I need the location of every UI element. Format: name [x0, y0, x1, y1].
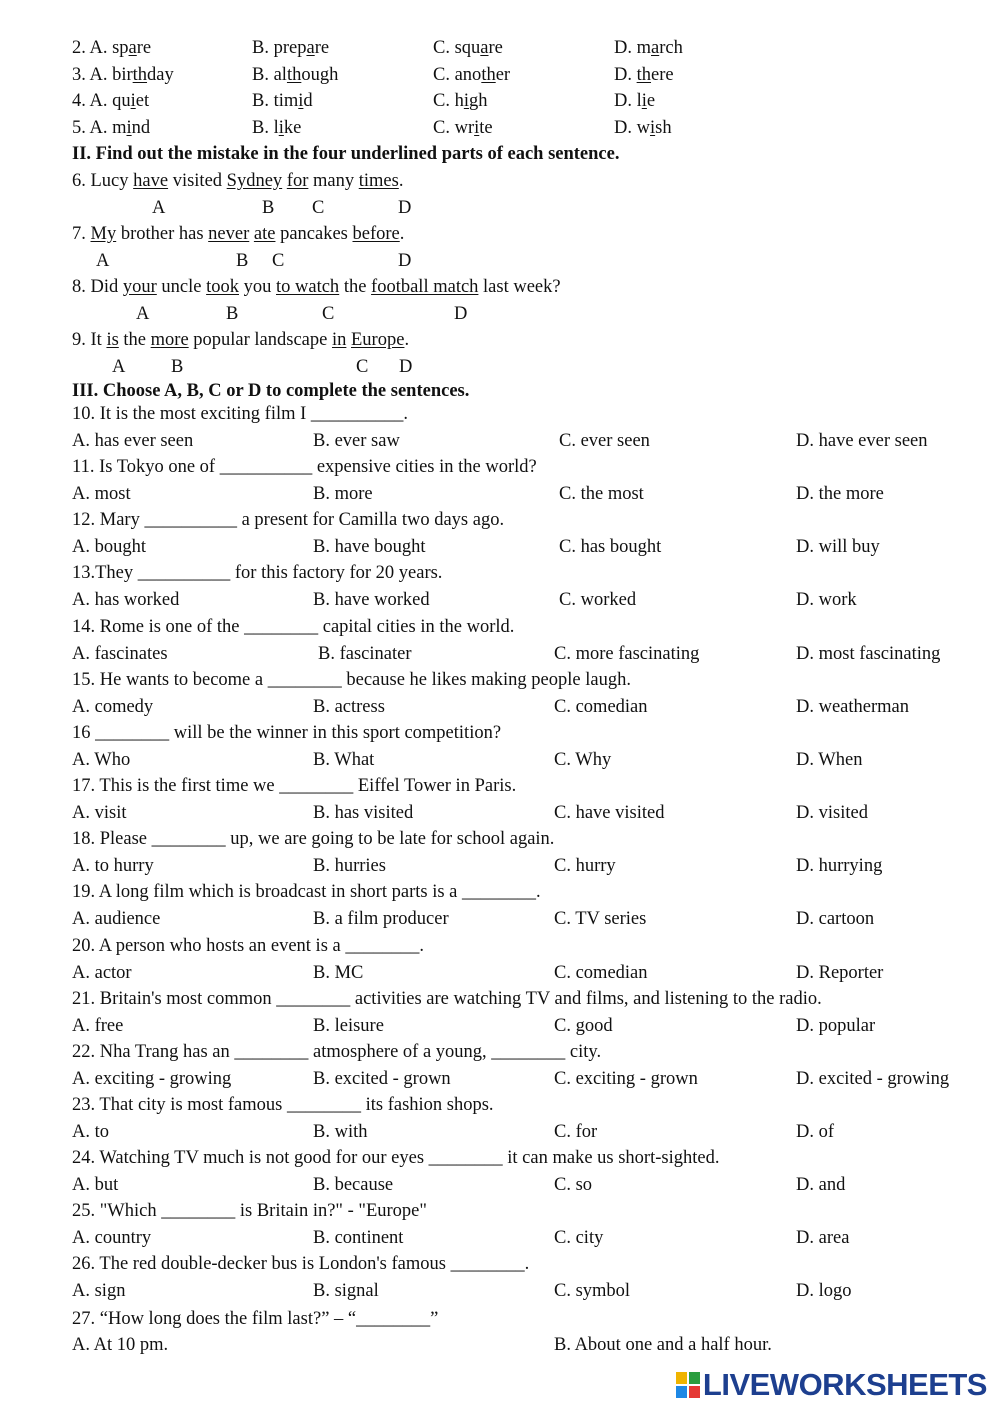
section-2-heading: II. Find out the mistake in the four underlined parts of each sentence. — [72, 144, 620, 164]
answer-option-b[interactable]: B. actress — [313, 697, 385, 717]
q27-option-b[interactable]: B. About one and a half hour. — [554, 1335, 772, 1355]
answer-option-c[interactable]: C. comedian — [554, 697, 648, 717]
answer-option-d[interactable]: D. visited — [796, 803, 868, 823]
answer-option-b[interactable]: B. ever saw — [313, 431, 400, 451]
answer-option-d[interactable]: D. When — [796, 750, 863, 770]
answer-option-d[interactable]: D. and — [796, 1175, 846, 1195]
q9-label-c: C — [356, 357, 369, 377]
answer-option-b[interactable]: B. more — [313, 484, 373, 504]
question-text: 12. Mary __________ a present for Camilla two days ago. — [72, 510, 505, 530]
answer-option-a[interactable]: A. but — [72, 1175, 119, 1195]
answer-option-c[interactable]: C. good — [554, 1016, 613, 1036]
answer-option-b[interactable]: B. signal — [313, 1281, 379, 1301]
answer-option-d[interactable]: D. of — [796, 1122, 835, 1142]
q7-part-d[interactable]: before — [352, 224, 400, 244]
question-text: 24. Watching TV much is not good for our eyes ________ it can make us short-sighted. — [72, 1148, 720, 1168]
answer-option-c[interactable]: C. exciting - grown — [554, 1069, 698, 1089]
answer-option-d[interactable]: D. most fascinating — [796, 644, 941, 664]
question-text: 11. Is Tokyo one of __________ expensive cities in the world? — [72, 457, 537, 477]
answer-option-d[interactable]: D. hurrying — [796, 856, 883, 876]
q27-option-a[interactable]: A. At 10 pm. — [72, 1335, 169, 1355]
q9-label-b: B — [171, 357, 184, 377]
answer-option-c[interactable]: C. worked — [559, 590, 637, 610]
question-text: 13.They __________ for this factory for 20 years. — [72, 563, 443, 583]
answer-option-c[interactable]: C. ever seen — [559, 431, 650, 451]
answer-option-d[interactable]: D. weatherman — [796, 697, 910, 717]
answer-option-a[interactable]: A. bought — [72, 537, 146, 557]
q4-option-b[interactable]: B. timid — [252, 91, 313, 111]
answer-option-a[interactable]: A. country — [72, 1228, 152, 1248]
q6-part-a[interactable]: have — [133, 171, 169, 191]
answer-option-a[interactable]: A. comedy — [72, 697, 154, 717]
q6-label-c: C — [312, 198, 325, 218]
q7-part-a[interactable]: My — [90, 224, 117, 244]
liveworksheets-logo — [676, 1367, 987, 1402]
q3-row: 3. A. birthday — [72, 65, 174, 85]
answer-option-a[interactable]: A. fascinates — [72, 644, 168, 664]
brand-name: LIVEWORKSHEETS — [702, 1367, 987, 1402]
answer-option-a[interactable]: A. to hurry — [72, 856, 154, 876]
q2-option-b[interactable]: B. prepare — [252, 38, 330, 58]
answer-option-b[interactable]: B. What — [313, 750, 375, 770]
answer-option-d[interactable]: D. popular — [796, 1016, 876, 1036]
answer-option-b[interactable]: B. leisure — [313, 1016, 384, 1036]
q9-part-c[interactable]: in — [331, 330, 347, 350]
answer-option-b[interactable]: B. because — [313, 1175, 394, 1195]
question-text: 21. Britain's most common ________ activities are watching TV and films, and listening to the radio. — [72, 989, 822, 1009]
q9-part-a[interactable]: is — [106, 330, 119, 350]
q7-part-b[interactable]: never — [208, 224, 250, 244]
answer-option-a[interactable]: A. has worked — [72, 590, 180, 610]
q6-part-b[interactable]: Sydney — [226, 171, 283, 191]
answer-option-c[interactable]: C. more fascinating — [554, 644, 700, 664]
q8-label-c: C — [322, 304, 335, 324]
answer-option-c[interactable]: C. for — [554, 1122, 598, 1142]
q4-option-c[interactable]: C. high — [433, 91, 488, 111]
q5-option-b[interactable]: B. like — [252, 118, 302, 138]
answer-option-b[interactable]: B. have worked — [313, 590, 430, 610]
q2-option-d[interactable]: D. march — [614, 38, 683, 58]
answer-option-c[interactable]: C. city — [554, 1228, 604, 1248]
answer-option-b[interactable]: B. have bought — [313, 537, 426, 557]
q27-question: 27. “How long does the film last?” – “________” — [72, 1309, 439, 1329]
answer-option-d[interactable]: D. work — [796, 590, 857, 610]
q9-label-d: D — [399, 357, 413, 377]
q3-option-d[interactable]: D. there — [614, 65, 674, 85]
q8-label-b: B — [226, 304, 239, 324]
answer-option-d[interactable]: D. Reporter — [796, 963, 884, 983]
q7-label-d: D — [398, 251, 412, 271]
answer-option-c[interactable]: C. have visited — [554, 803, 665, 823]
question-text: 22. Nha Trang has an ________ atmosphere of a young, ________ city. — [72, 1042, 602, 1062]
answer-option-d[interactable]: D. the more — [796, 484, 884, 504]
q5-option-c[interactable]: C. write — [433, 118, 493, 138]
question-text: 23. That city is most famous ________ its fashion shops. — [72, 1095, 494, 1115]
question-text: 19. A long film which is broadcast in short parts is a ________. — [72, 882, 541, 902]
q2-option-c[interactable]: C. square — [433, 38, 503, 58]
q7-label-b: B — [236, 251, 249, 271]
q5-row: 5. A. mind — [72, 118, 151, 138]
answer-option-b[interactable]: B. excited - grown — [313, 1069, 451, 1089]
q8-part-b[interactable]: took — [206, 277, 239, 297]
answer-option-c[interactable]: C. TV series — [554, 909, 647, 929]
q7-sentence: 7. My brother has never ate pancakes before. — [72, 224, 405, 244]
answer-option-a[interactable]: A. Who — [72, 750, 131, 770]
q6-part-d[interactable]: times — [358, 171, 399, 191]
answer-option-d[interactable]: D. area — [796, 1228, 850, 1248]
q6-label-b: B — [262, 198, 275, 218]
logo-mark-icon — [676, 1372, 700, 1398]
answer-option-a[interactable]: A. visit — [72, 803, 127, 823]
q8-label-a: A — [136, 304, 150, 324]
q7-label-c: C — [272, 251, 285, 271]
question-text: 20. A person who hosts an event is a ________. — [72, 936, 424, 956]
q9-label-a: A — [112, 357, 126, 377]
answer-option-d[interactable]: D. excited - growing — [796, 1069, 950, 1089]
q3-option-c[interactable]: C. another — [433, 65, 511, 85]
q2-row: 2. A. spare — [72, 38, 152, 58]
q9-sentence: 9. It is the more popular landscape in Europe. — [72, 330, 410, 350]
answer-option-c[interactable]: C. the most — [559, 484, 644, 504]
answer-option-d[interactable]: D. logo — [796, 1281, 852, 1301]
answer-option-b[interactable]: B. has visited — [313, 803, 414, 823]
answer-option-b[interactable]: B. continent — [313, 1228, 404, 1248]
q6-sentence: 6. Lucy have visited Sydney for many times. — [72, 171, 404, 191]
q5-option-d[interactable]: D. wish — [614, 118, 672, 138]
question-text: 14. Rome is one of the ________ capital cities in the world. — [72, 617, 515, 637]
question-text: 18. Please ________ up, we are going to be late for school again. — [72, 829, 555, 849]
answer-option-b[interactable]: B. MC — [313, 963, 364, 983]
answer-option-b[interactable]: B. hurries — [313, 856, 386, 876]
q4-option-d[interactable]: D. lie — [614, 91, 656, 111]
q8-label-d: D — [454, 304, 468, 324]
answer-option-a[interactable]: A. exciting - growing — [72, 1069, 232, 1089]
answer-option-b[interactable]: B. with — [313, 1122, 368, 1142]
q9-part-b[interactable]: more — [150, 330, 189, 350]
q8-part-d[interactable]: football match — [371, 277, 479, 297]
answer-option-b[interactable]: B. fascinater — [318, 644, 412, 664]
answer-option-a[interactable]: A. sign — [72, 1281, 126, 1301]
question-text: 15. He wants to become a ________ because he likes making people laugh. — [72, 670, 631, 690]
answer-option-c[interactable]: C. has bought — [559, 537, 662, 557]
q6-part-c[interactable]: for — [286, 171, 309, 191]
answer-option-d[interactable]: D. will buy — [796, 537, 880, 557]
question-text: 25. "Which ________ is Britain in?" - "Europe" — [72, 1201, 427, 1221]
answer-option-c[interactable]: C. symbol — [554, 1281, 631, 1301]
q7-label-a: A — [96, 251, 110, 271]
question-text: 26. The red double-decker bus is London's famous ________. — [72, 1254, 530, 1274]
q9-part-d[interactable]: Europe — [351, 330, 405, 350]
section-3-heading: III. Choose A, B, C or D to complete the sentences. — [72, 381, 470, 401]
answer-option-a[interactable]: A. most — [72, 484, 131, 504]
q7-part-c[interactable]: ate — [253, 224, 276, 244]
q8-part-c[interactable]: to watch — [276, 277, 340, 297]
q3-option-b[interactable]: B. although — [252, 65, 339, 85]
answer-option-a[interactable]: A. actor — [72, 963, 132, 983]
answer-option-d[interactable]: D. have ever seen — [796, 431, 928, 451]
question-text: 10. It is the most exciting film I __________. — [72, 404, 409, 424]
answer-option-d[interactable]: D. cartoon — [796, 909, 875, 929]
q4-row: 4. A. quiet — [72, 91, 150, 111]
answer-option-c[interactable]: C. comedian — [554, 963, 648, 983]
answer-option-a[interactable]: A. has ever seen — [72, 431, 194, 451]
q6-label-d: D — [398, 198, 412, 218]
q6-label-a: A — [152, 198, 166, 218]
answer-option-c[interactable]: C. so — [554, 1175, 593, 1195]
q8-part-a[interactable]: your — [122, 277, 157, 297]
answer-option-c[interactable]: C. hurry — [554, 856, 616, 876]
q8-sentence: 8. Did your uncle took you to watch the football match last week? — [72, 277, 561, 297]
answer-option-a[interactable]: A. to — [72, 1122, 109, 1142]
question-text: 16 ________ will be the winner in this sport competition? — [72, 723, 502, 743]
answer-option-a[interactable]: A. free — [72, 1016, 124, 1036]
question-text: 17. This is the first time we ________ Eiffel Tower in Paris. — [72, 776, 517, 796]
answer-option-b[interactable]: B. a film producer — [313, 909, 449, 929]
answer-option-a[interactable]: A. audience — [72, 909, 161, 929]
answer-option-c[interactable]: C. Why — [554, 750, 612, 770]
